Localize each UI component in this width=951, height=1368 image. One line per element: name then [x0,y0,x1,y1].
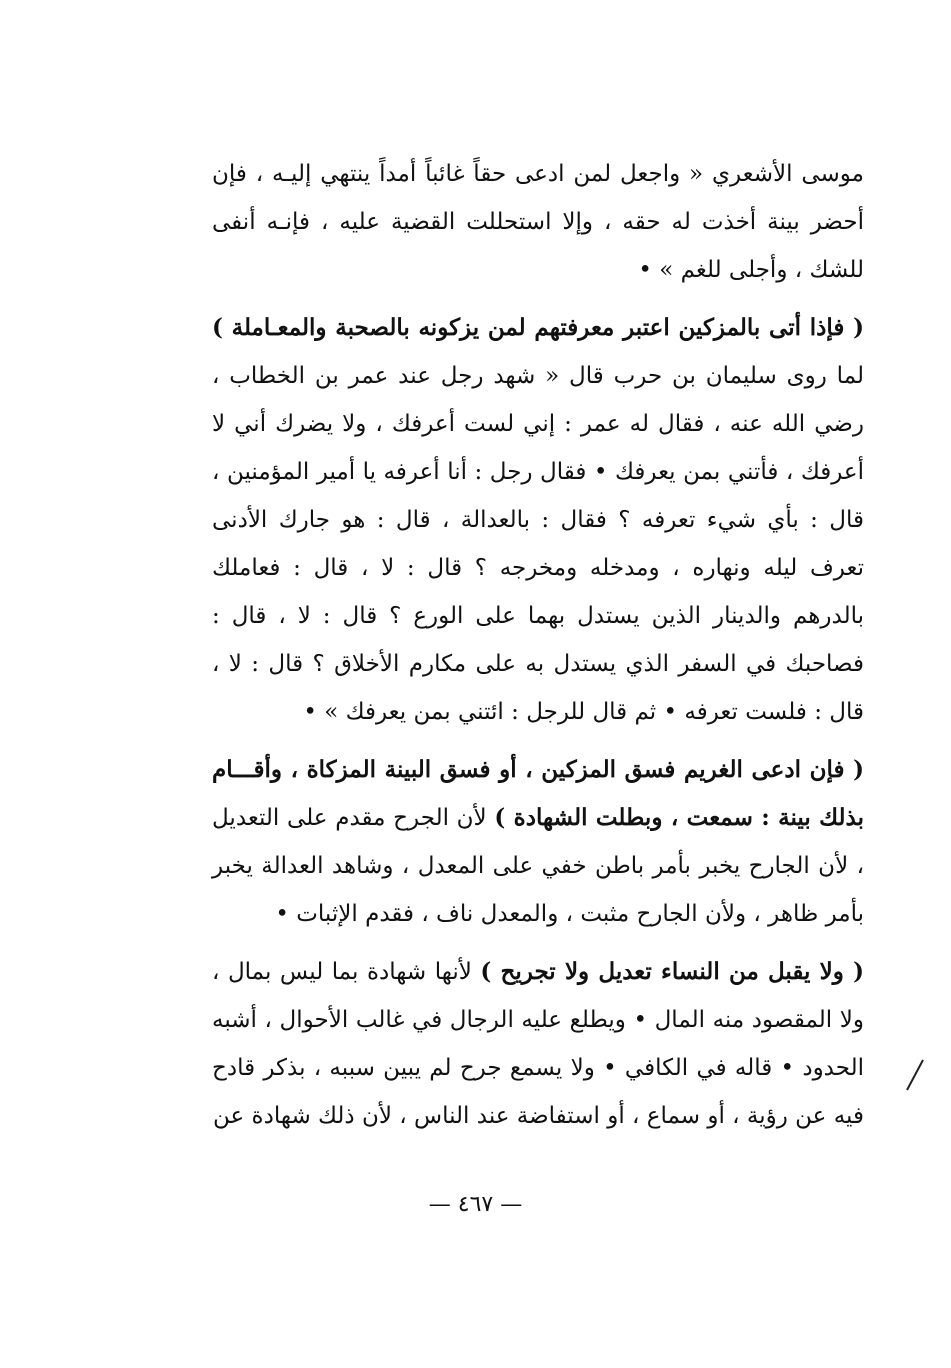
paragraph-4 [212,948,864,1140]
paragraph-3-heading: ( فإن ادعى الغريم فسق المزكين ، أو فسق البينة المزكاة ، وأقـــام بذلك بينة : سمعت ، وبطلت الشهادة ) [212,756,865,831]
page-number: — ٤٦٧ — [428,1192,523,1217]
paragraph-4-heading: ( ولا يقبل من النساء تعديل ولا تجريح ) [480,958,864,985]
paragraph-2 [212,304,864,736]
paragraph-4-text: لأنها شهادة بما ليس بمال ، ولا المقصود منه المال • ويطلع عليه الرجال في غالب الأحوال ، أشبه الحدود • قاله في الكافي • ولا يسمع جرح لم يبين سببه ، بذكر قادح فيه عن رؤية ، أو سماع ، أو استفاضة عند الناس ، لأن ذلك شهادة عن [212,959,864,1129]
paragraph-1-text: موسى الأشعري « واجعل لمن ادعى حقاً غائباً أمداً ينتهي إليـه ، فإن أحضر بينة أخذت له حقه ، وإلا استحللت القضية عليه ، فإنـه أنفى للشك ، وأجلى للغم » • [212,161,864,283]
paragraph-2-heading: ( فإذا أتى بالمزكين اعتبر معرفتهم لمن يزكونه بالصحبة والمعـاملة ) [212,314,864,341]
paragraph-3 [212,746,864,938]
page-body [212,150,864,1140]
paragraph-3-text: لأن الجرح مقدم على التعديل ، لأن الجارح يخبر بأمر باطن خفي على المعدل ، وشاهد العدالة يخبر بأمر ظاهر ، ولأن الجارح مثبت ، والمعدل ناف ، فقدم الإثبات • [212,805,864,927]
paragraph-1 [212,150,864,294]
paragraph-2-text: لما روى سليمان بن حرب قال « شهد رجل عند عمر بن الخطاب ، رضي الله عنه ، فقال له عمر : إني لست أعرفك ، ولا يضرك أني لا أعرفك ، فأتني بمن يعرفك • فقال رجل : أنا أعرفه يا أمير المؤمنين ، قال : بأي شيء تعرفه ؟ فقال : بالعدالة ، قال : هو جارك الأدنى تعرف ليله ونهاره ، ومدخله ومخرجه ؟ قال : لا ، قال : فعاملك بالدرهم والدينار الذين يستدل بهما على الورع ؟ قال : لا ، قال : فصاحبك في السفر الذي يستدل به على مكارم الأخلاق ؟ قال : لا ، قال : فلست تعرفه • ثم قال للرجل : ائتني بمن يعرفك » • [212,363,864,725]
margin-pen-mark [906,1060,924,1091]
